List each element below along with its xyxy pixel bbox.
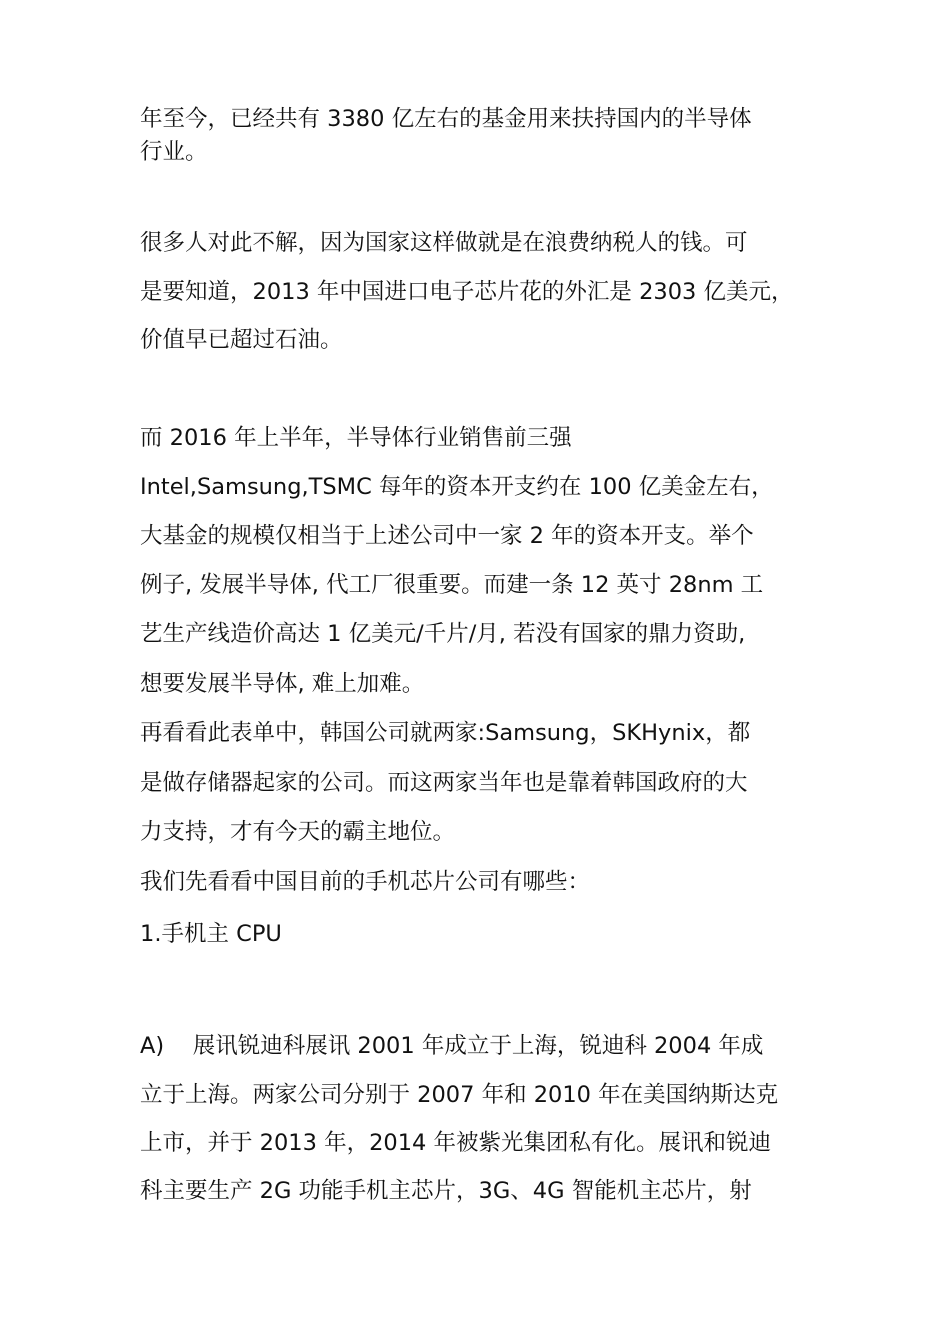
- text-line: 立于上海。两家公司分别于 2007 年和 2010 年在美国纳斯达克: [140, 1082, 779, 1108]
- text-line: 是做存储器起家的公司。而这两家当年也是靠着韩国政府的大: [140, 770, 748, 796]
- text-line: 年至今，已经共有 3380 亿左右的基金用来扶持国内的半导体: [140, 106, 752, 132]
- text-line: 1.手机主 CPU: [140, 921, 282, 947]
- text-line: 大基金的规模仅相当于上述公司中一家 2 年的资本开支。举个: [140, 523, 754, 549]
- text-line: 上市，并于 2013 年，2014 年被紫光集团私有化。展讯和锐迪: [140, 1130, 771, 1156]
- text-line: 科主要生产 2G 功能手机主芯片，3G、4G 智能机主芯片，射: [140, 1178, 752, 1204]
- text-line: 价值早已超过石油。: [140, 327, 343, 353]
- text-line: 力支持，才有今天的霸主地位。: [140, 819, 456, 845]
- text-line: 艺生产线造价高达 1 亿美元/千片/月, 若没有国家的鼎力资助,: [140, 621, 746, 647]
- text-line: 我们先看看中国目前的手机芯片公司有哪些：: [140, 869, 591, 895]
- text-line: 再看看此表单中，韩国公司就两家:Samsung，SKHynix，都: [140, 720, 751, 746]
- text-line: 例子, 发展半导体, 代工厂很重要。而建一条 12 英寸 28nm 工: [140, 572, 764, 598]
- text-line: 是要知道，2013 年中国进口电子芯片花的外汇是 2303 亿美元，: [140, 279, 794, 305]
- text-line: 想要发展半导体, 难上加难。: [140, 671, 425, 697]
- text-line: 很多人对此不解，因为国家这样做就是在浪费纳税人的钱。可: [140, 230, 748, 256]
- text-line: 而 2016 年上半年，半导体行业销售前三强: [140, 425, 572, 451]
- text-line: 行业。: [140, 139, 208, 165]
- text-line: Intel,Samsung,TSMC 每年的资本开支约在 100 亿美金左右，: [140, 474, 774, 500]
- text-line: A) 展讯锐迪科展讯 2001 年成立于上海，锐迪科 2004 年成: [140, 1033, 764, 1059]
